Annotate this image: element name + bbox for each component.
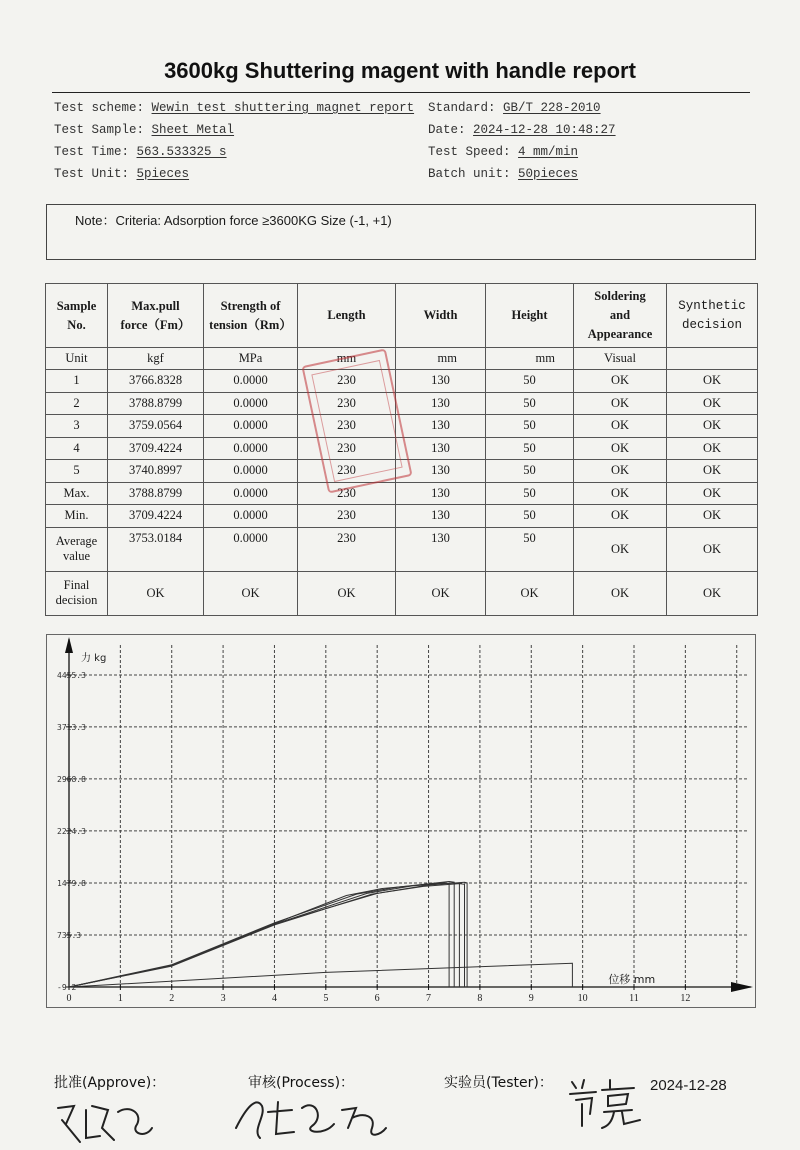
date-value: 2024-12-28 10:48:27 (473, 123, 616, 137)
table-cell: 130 (396, 505, 486, 528)
approve-signature (52, 1098, 162, 1148)
table-cell: 0.0000 (204, 392, 298, 415)
table-row (46, 437, 758, 460)
test-speed-label: Test Speed: (428, 145, 511, 159)
test-scheme-value: Wewin test shuttering magnet report (151, 101, 415, 115)
col-height: Height (486, 284, 574, 348)
table-cell: 3 (46, 415, 108, 438)
table-cell: 50 (486, 460, 574, 483)
series-line-2 (69, 882, 454, 988)
y-tick-label: -9.2 (57, 983, 77, 992)
test-sample-label: Test Sample: (54, 123, 145, 137)
table-cell: 230 (298, 415, 396, 438)
table-cell: 3766.8328 (108, 370, 204, 393)
table-cell: OK (667, 505, 758, 528)
col-length: Length (298, 284, 396, 348)
test-speed (428, 145, 578, 159)
table-row (46, 460, 758, 483)
table-cell: OK (667, 571, 758, 615)
series-line-6 (69, 963, 572, 987)
unit-cell: Unit (46, 348, 108, 370)
table-row (46, 370, 758, 393)
x-axis-label: 位移 mm (608, 973, 656, 986)
table-cell: 0.0000 (204, 415, 298, 438)
date-label: Date: (428, 123, 466, 137)
test-sample (54, 123, 234, 137)
table-header-row (46, 284, 758, 348)
x-tick-label: 8 (477, 993, 483, 1004)
y-tick-label: 3713.3 (57, 722, 86, 732)
table-cell: 3709.4224 (108, 437, 204, 460)
table-cell: OK (667, 370, 758, 393)
title-rule (52, 92, 750, 93)
table-cell: OK (574, 437, 667, 460)
table-cell: 0.0000 (204, 370, 298, 393)
tester-signature (562, 1074, 652, 1130)
average-label: Average value (46, 527, 108, 571)
y-axis-arrow (65, 637, 73, 653)
report-title: 3600kg Shuttering magent with handle report (164, 58, 636, 83)
test-sample-value: Sheet Metal (151, 123, 235, 137)
col-soldering: Soldering and Appearance (574, 284, 667, 348)
table-cell: OK (396, 571, 486, 615)
table-cell: OK (574, 392, 667, 415)
table-cell: 230 (298, 392, 396, 415)
table-cell: 230 (298, 437, 396, 460)
table-cell: 0.0000 (204, 482, 298, 505)
table-cell: Min. (46, 505, 108, 528)
table-cell: 230 (298, 505, 396, 528)
table-cell: OK (298, 571, 396, 615)
x-tick-label: 4 (271, 993, 277, 1004)
col-strength: Strength of tension（Rm） (204, 284, 298, 348)
table-cell: 4 (46, 437, 108, 460)
table-cell: OK (574, 482, 667, 505)
table-cell: Max. (46, 482, 108, 505)
table-cell: OK (574, 415, 667, 438)
final-decision-row (46, 571, 758, 615)
chart-svg (47, 635, 755, 1007)
batch-unit (428, 167, 578, 181)
table-row (46, 415, 758, 438)
table-cell: 50 (486, 392, 574, 415)
table-cell: 3753.0184 (108, 527, 204, 571)
table-cell: OK (667, 460, 758, 483)
standard-value: GB/T 228-2010 (503, 101, 601, 115)
test-time-value: 563.533325 s (136, 145, 227, 159)
tester-label: 实验员(Tester)： (444, 1075, 553, 1091)
x-tick-label: 11 (629, 993, 639, 1004)
table-cell: 130 (396, 482, 486, 505)
table-cell: OK (486, 571, 574, 615)
process-label: 审核(Process)： (248, 1075, 355, 1091)
test-unit-label: Test Unit: (54, 167, 130, 181)
table-cell: 230 (298, 460, 396, 483)
criteria-note (46, 204, 756, 260)
test-scheme-label: Test scheme: (54, 101, 145, 115)
table-cell: OK (667, 415, 758, 438)
table-cell: 130 (396, 460, 486, 483)
table-cell: 50 (486, 437, 574, 460)
unit-cell: mm (486, 348, 574, 370)
table-cell: 0.0000 (204, 527, 298, 571)
table-cell: 50 (486, 370, 574, 393)
table-cell: OK (667, 482, 758, 505)
col-width: Width (396, 284, 486, 348)
table-cell: OK (204, 571, 298, 615)
table-row (46, 482, 758, 505)
results-table (45, 283, 758, 616)
standard (428, 101, 601, 115)
table-cell: 230 (298, 370, 396, 393)
x-tick-label: 7 (426, 993, 432, 1004)
unit-cell (667, 348, 758, 370)
average-row (46, 527, 758, 571)
test-unit (54, 167, 189, 181)
table-cell: OK (108, 571, 204, 615)
table-cell: 5 (46, 460, 108, 483)
table-cell: 130 (396, 437, 486, 460)
table-cell: OK (574, 571, 667, 615)
x-tick-label: 6 (374, 993, 380, 1004)
table-cell: 50 (486, 482, 574, 505)
series-line-5 (69, 882, 467, 987)
x-axis-arrow (731, 982, 753, 992)
x-tick-label: 3 (220, 993, 226, 1004)
table-cell: 3788.8799 (108, 482, 204, 505)
table-cell: OK (667, 527, 758, 571)
table-cell: OK (667, 437, 758, 460)
batch-unit-value: 50pieces (518, 167, 579, 181)
table-cell: 50 (486, 415, 574, 438)
date (428, 123, 616, 137)
unit-cell: kgf (108, 348, 204, 370)
table-row (46, 505, 758, 528)
table-cell: OK (667, 392, 758, 415)
test-time (54, 145, 227, 159)
process-signature (232, 1088, 392, 1148)
table-cell: 130 (396, 415, 486, 438)
y-tick-label: 4455.3 (57, 671, 86, 680)
y-tick-label: 735.3 (57, 930, 82, 940)
y-axis-label: 力 kg (81, 653, 107, 664)
final-label: Final decision (46, 571, 108, 615)
batch-unit-label: Batch unit: (428, 167, 511, 181)
unit-cell: MPa (204, 348, 298, 370)
table-cell: 130 (396, 527, 486, 571)
table-cell: 0.0000 (204, 460, 298, 483)
table-cell: 50 (486, 527, 574, 571)
table-cell: 0.0000 (204, 437, 298, 460)
unit-cell: mm (396, 348, 486, 370)
table-row (46, 392, 758, 415)
x-tick-label: 9 (528, 993, 534, 1004)
table-cell: 130 (396, 370, 486, 393)
x-tick-label: 0 (66, 993, 72, 1004)
table-cell: 50 (486, 505, 574, 528)
table-cell: 1 (46, 370, 108, 393)
y-tick-label: 2968.8 (57, 774, 86, 784)
table-cell: OK (574, 460, 667, 483)
y-tick-label: 1479.8 (57, 878, 86, 888)
table-cell: 3709.4224 (108, 505, 204, 528)
unit-cell: mm (298, 348, 396, 370)
approve-label: 批准(Approve)： (54, 1075, 166, 1091)
unit-cell: Visual (574, 348, 667, 370)
x-tick-label: 10 (577, 993, 588, 1004)
table-cell: 230 (298, 482, 396, 505)
table-cell: OK (574, 527, 667, 571)
x-tick-label: 2 (169, 993, 175, 1004)
table-cell: 3759.0564 (108, 415, 204, 438)
criteria-note-text: Note：Criteria: Adsorption force ≥3600KG Size (-1, +1) (75, 213, 392, 228)
table-cell: 230 (298, 527, 396, 571)
test-speed-value: 4 mm/min (518, 145, 579, 159)
standard-label: Standard: (428, 101, 496, 115)
table-cell: 130 (396, 392, 486, 415)
col-sample-no: Sample No. (46, 284, 108, 348)
table-cell: 2 (46, 392, 108, 415)
table-cell: 3788.8799 (108, 392, 204, 415)
table-cell: 3740.8997 (108, 460, 204, 483)
signature-date: 2024-12-28 (650, 1077, 727, 1094)
test-unit-value: 5pieces (136, 167, 190, 181)
y-tick-label: 2224.3 (57, 826, 86, 836)
table-cell: OK (574, 505, 667, 528)
col-max-pull: Max.pull force（Fm） (108, 284, 204, 348)
table-cell: 0.0000 (204, 505, 298, 528)
x-tick-label: 1 (117, 993, 123, 1004)
col-synthetic: Synthetic decision (667, 284, 758, 348)
force-displacement-chart (46, 634, 756, 1008)
test-scheme (54, 101, 414, 115)
x-tick-label: 12 (680, 993, 691, 1004)
table-cell: OK (574, 370, 667, 393)
x-tick-label: 5 (323, 993, 329, 1004)
units-row (46, 348, 758, 370)
test-time-label: Test Time: (54, 145, 130, 159)
